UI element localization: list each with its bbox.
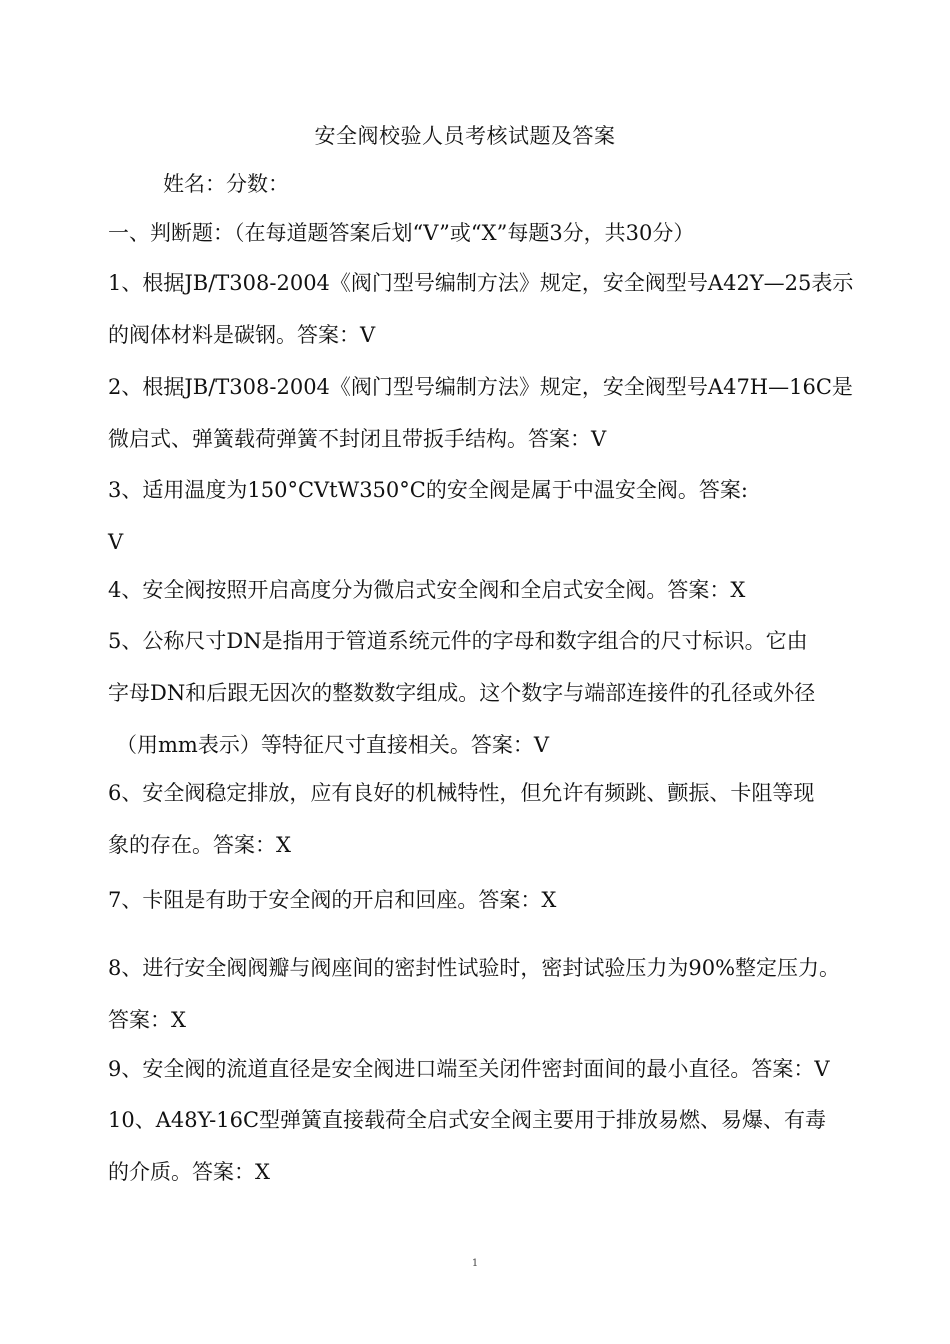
question-6	[108, 767, 878, 871]
question-line: （用mm表示）等特征尺寸直接相关。答案：V	[116, 733, 549, 757]
question-line: 3、适用温度为150°CVtW350°C的安全阀是属于中温安全阀。答案:	[108, 478, 748, 502]
question-line: 7、卡阻是有助于安全阀的开启和回座。答案：X	[108, 888, 557, 912]
question-line: 象的存在。答案：X	[108, 833, 291, 857]
question-line: 5、公称尺寸DN是指用于管道系统元件的字母和数字组合的尺寸标识。它由	[108, 629, 808, 653]
question-line: 微启式、弹簧载荷弹簧不封闭且带扳手结构。答案：V	[108, 427, 607, 451]
question-line: 的介质。答案：X	[108, 1160, 270, 1184]
question-line: 10、A48Y-16C型弹簧直接载荷全启式安全阀主要用于排放易燃、易爆、有毒	[108, 1108, 827, 1132]
question-line: 答案：X	[108, 1008, 186, 1032]
section-heading: 一、判断题：（在每道题答案后划“V”或“X”每题3分，共30分）	[108, 221, 695, 245]
question-line: 的阀体材料是碳钢。答案：V	[108, 323, 376, 347]
question-line: 字母DN和后跟无因次的整数数字组成。这个数字与端部连接件的孔径或外径	[108, 681, 816, 705]
question-10	[108, 1094, 878, 1198]
question-line: 6、安全阀稳定排放，应有良好的机械特性，但允许有频跳、颤振、卡阻等现	[108, 781, 815, 805]
question-line: 9、安全阀的流道直径是安全阀进口端至关闭件密封面间的最小直径。答案：V	[108, 1057, 830, 1081]
question-2	[108, 361, 878, 465]
question-line: 2、根据JB/T308-2004《阀门型号编制方法》规定，安全阀型号A47H—16C是	[108, 375, 853, 399]
question-8	[108, 942, 878, 1046]
question-line: 8、进行安全阀阀瓣与阀座间的密封性试验时，密封试验压力为90%整定压力。	[108, 956, 841, 980]
question-3	[108, 464, 878, 568]
question-1	[108, 257, 878, 361]
question-9	[108, 1043, 878, 1095]
document-title: 安全阀校验人员考核试题及答案	[314, 124, 616, 148]
question-line: 4、安全阀按照开启高度分为微启式安全阀和全启式安全阀。答案：X	[108, 578, 746, 602]
name-score-line: 姓名：分数：	[163, 172, 289, 196]
question-5	[108, 615, 878, 771]
question-4	[108, 564, 878, 616]
question-line: V	[108, 530, 124, 554]
page-number: 1	[471, 1258, 479, 1269]
question-line: 1、根据JB/T308-2004《阀门型号编制方法》规定，安全阀型号A42Y—25表示	[108, 271, 854, 295]
question-7	[108, 874, 878, 926]
